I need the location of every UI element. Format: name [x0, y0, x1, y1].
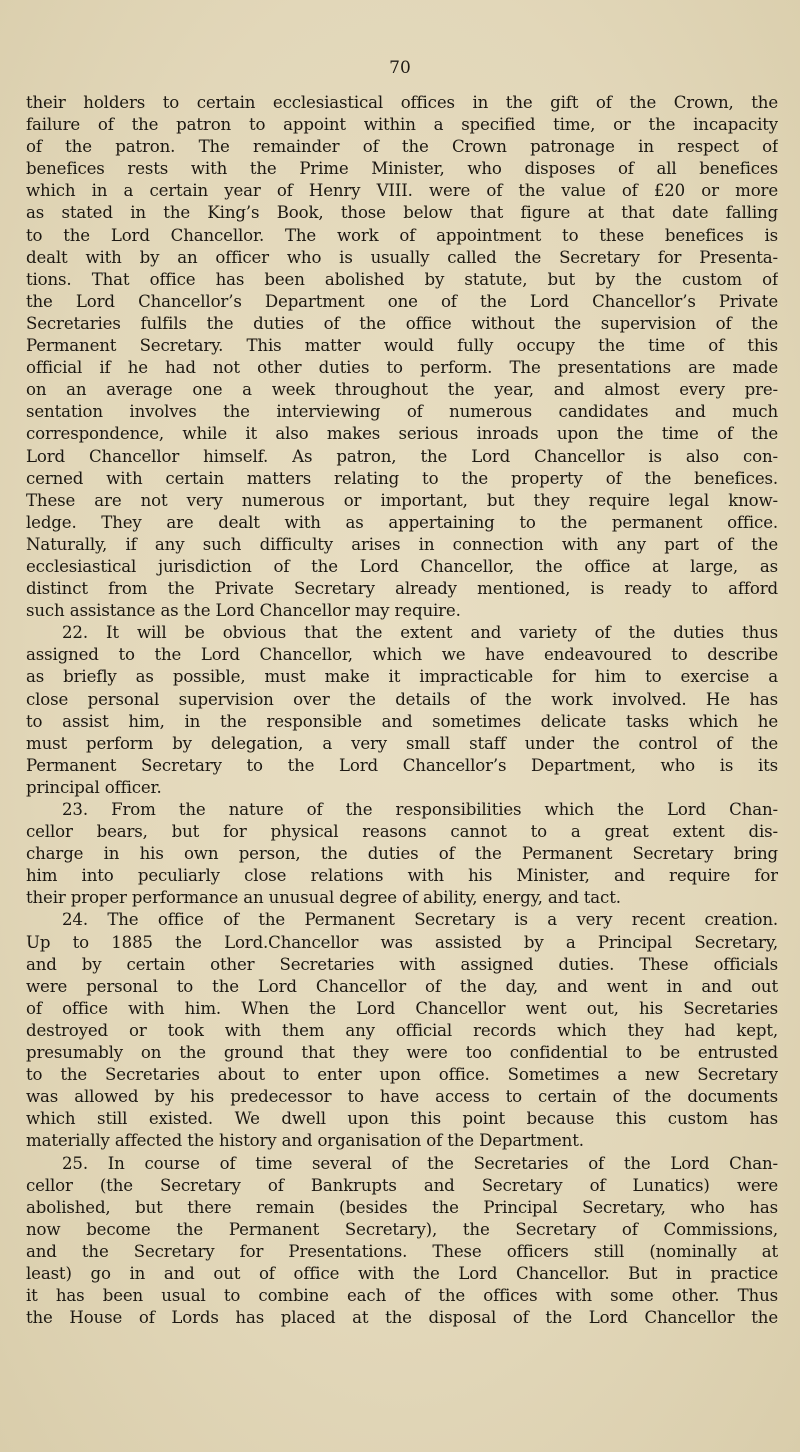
text-line: their proper performance an unusual degree of ability, energy, and tact. [26, 888, 621, 908]
text-line: on an average one a week throughout the year, and almost every pre- [26, 380, 778, 400]
text-line: ledge. They are dealt with as appertaining to the permanent office. [26, 512, 778, 532]
page-number: 70 [389, 58, 411, 78]
text-line: 22. It will be obvious that the extent and variety of the duties thus [62, 623, 778, 643]
text-line: Permanent Secretary. This matter would fully occupy the time of this [26, 336, 778, 356]
text-line: tions. That office has been abolished by statute, but by the custom of [26, 269, 778, 289]
paragraph [26, 622, 778, 799]
text-line: and by certain other Secretaries with assigned duties. These officials [26, 954, 778, 974]
text-line: him into peculiarly close relations with his Minister, and require for [26, 866, 778, 886]
text-line: official if he had not other duties to perform. The presentations are made [26, 358, 778, 378]
paragraph [26, 1153, 778, 1330]
text-line: which in a certain year of Henry VIII. were of the value of £20 or more [26, 181, 778, 201]
text-line: abolished, but there remain (besides the Principal Secretary, who has [26, 1197, 778, 1217]
text-line: were personal to the Lord Chancellor of the day, and went in and out [26, 976, 778, 996]
text-line: dealt with by an officer who is usually called the Secretary for Presenta- [26, 247, 778, 267]
text-line: cellor bears, but for physical reasons cannot to a great extent dis- [26, 822, 778, 842]
text-line: 24. The office of the Permanent Secretary is a very recent creation. [62, 910, 778, 930]
text-line: which still existed. We dwell upon this point because this custom has [26, 1109, 778, 1129]
text-line: presumably on the ground that they were too confidential to be entrusted [26, 1043, 778, 1063]
text-line: it has been usual to combine each of the offices with some other. Thus [26, 1286, 778, 1306]
text-line: as stated in the King’s Book, those below that figure at that date falling [26, 203, 778, 223]
body-text [26, 92, 778, 1329]
paragraph [26, 799, 778, 909]
text-line: charge in his own person, the duties of the Permanent Secretary bring [26, 844, 778, 864]
text-line: distinct from the Private Secretary already mentioned, is ready to afford [26, 579, 778, 599]
text-line: benefices rests with the Prime Minister, who disposes of all benefices [26, 159, 778, 179]
text-line: now become the Permanent Secretary), the Secretary of Commissions, [26, 1219, 778, 1239]
text-line: least) go in and out of office with the Lord Chancellor. But in practice [26, 1263, 778, 1283]
text-line: to assist him, in the responsible and sometimes delicate tasks which he [26, 711, 778, 731]
text-line: Up to 1885 the Lord.Chancellor was assisted by a Principal Secretary, [26, 932, 778, 952]
text-line: their holders to certain ecclesiastical offices in the gift of the Crown, the [26, 93, 778, 112]
text-line: failure of the patron to appoint within a specified time, or the incapacity [26, 115, 778, 135]
text-line: to the Lord Chancellor. The work of appointment to these benefices is [26, 225, 778, 245]
text-line: cellor (the Secretary of Bankrupts and Secretary of Lunatics) were [26, 1175, 778, 1195]
text-line: Lord Chancellor himself. As patron, the Lord Chancellor is also con- [26, 446, 778, 466]
paragraph [26, 909, 778, 1152]
text-line: Permanent Secretary to the Lord Chancellor’s Department, who is its [26, 755, 778, 775]
paragraph [26, 92, 778, 622]
text-line: These are not very numerous or important, but they require legal know- [26, 490, 778, 510]
text-line: Naturally, if any such difficulty arises in connection with any part of the [26, 534, 778, 554]
text-line: the Lord Chancellor’s Department one of the Lord Chancellor’s Private [26, 291, 778, 311]
text-line: materially affected the history and organisation of the Department. [26, 1131, 584, 1151]
text-line: 25. In course of time several of the Secretaries of the Lord Chan- [62, 1153, 778, 1173]
text-line: must perform by delegation, a very small staff under the control of the [26, 733, 778, 753]
text-line: was allowed by his predecessor to have access to certain of the documents [26, 1087, 778, 1107]
text-line: sentation involves the interviewing of numerous candidates and much [26, 402, 778, 422]
text-line: of the patron. The remainder of the Crown patronage in respect of [26, 137, 778, 157]
text-line: to the Secretaries about to enter upon office. Sometimes a new Secretary [26, 1065, 778, 1085]
text-line: as briefly as possible, must make it impracticable for him to exercise a [26, 667, 778, 687]
text-line: 23. From the nature of the responsibilities which the Lord Chan- [62, 800, 778, 819]
text-line: cerned with certain matters relating to the property of the benefices. [26, 468, 778, 488]
text-line: assigned to the Lord Chancellor, which we have endeavoured to describe [26, 645, 778, 665]
text-line: close personal supervision over the details of the work involved. He has [26, 689, 778, 709]
text-line: and the Secretary for Presentations. These officers still (nominally at [26, 1241, 778, 1261]
text-line: ecclesiastical jurisdiction of the Lord Chancellor, the office at large, as [26, 556, 778, 576]
text-line: the House of Lords has placed at the disposal of the Lord Chancellor the [26, 1308, 778, 1328]
text-line: of office with him. When the Lord Chancellor went out, his Secretaries [26, 998, 778, 1018]
text-line: correspondence, while it also makes serious inroads upon the time of the [26, 424, 778, 444]
text-line: principal officer. [26, 777, 162, 797]
text-line: such assistance as the Lord Chancellor may require. [26, 601, 461, 621]
text-line: destroyed or took with them any official records which they had kept, [26, 1020, 778, 1040]
text-line: Secretaries fulfils the duties of the office without the supervision of the [26, 313, 778, 333]
